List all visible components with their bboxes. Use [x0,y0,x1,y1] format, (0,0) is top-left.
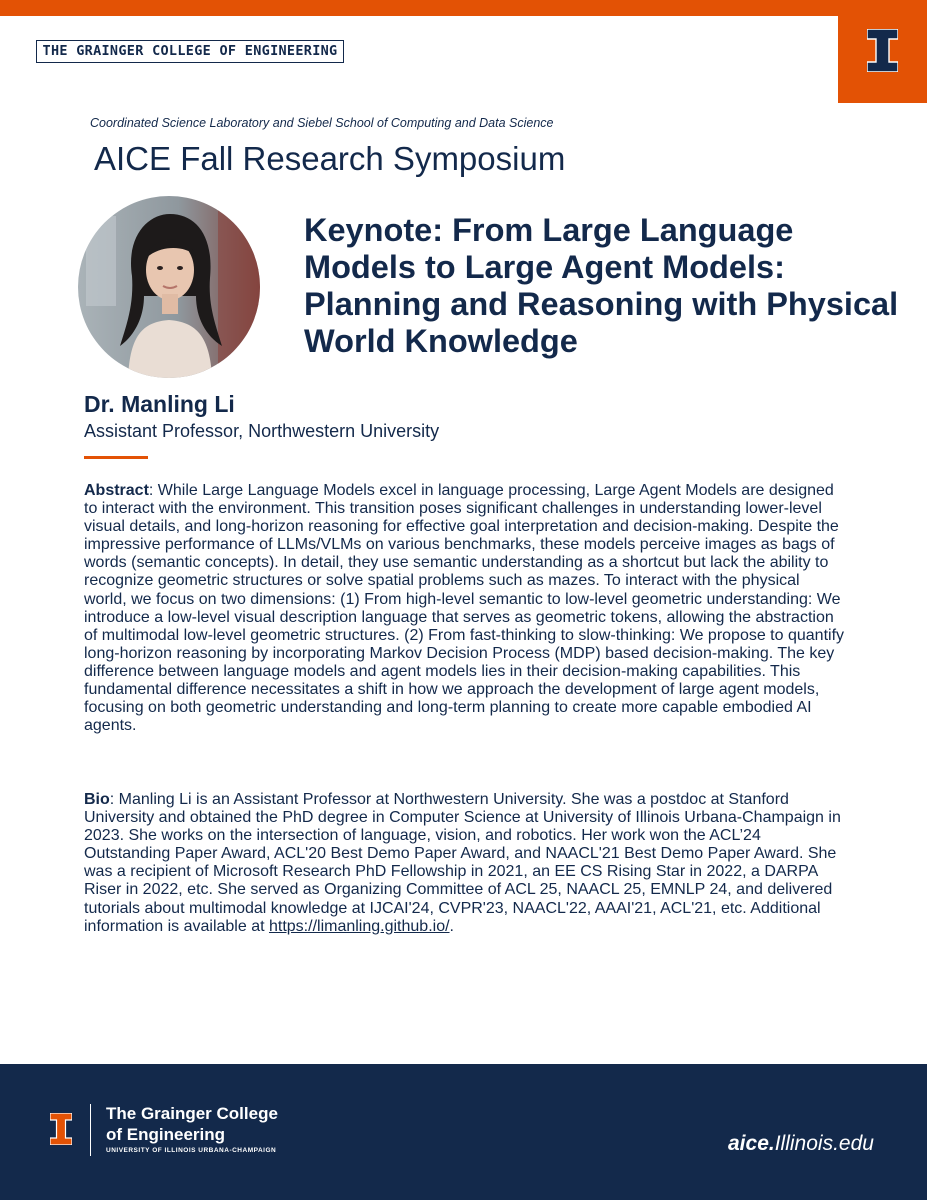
block-i-icon [867,29,898,72]
college-label: THE GRAINGER COLLEGE OF ENGINEERING [36,40,344,63]
bio-text: : Manling Li is an Assistant Professor at Northwestern University. She was a postdoc at Stanford University and obtained the PhD degree in Computer Science at University of Illinois Urbana-Champaign in 2023. She works on the intersection of language, vision, and robotics. Her work won the ACL’24 Outstanding Paper Award, ACL'20 Best Demo Paper Award, and NAACL'21 Best Demo Paper Award. She was a recipient of Microsoft Research PhD Fellowship in 2021, an EE CS Rising Star in 2022, a DARPA Riser in 2022, etc. She served as Organizing Committee of ACL 25, NAACL 25, EMNLP 24, and delivered tutorials about multimodal knowledge at IJCAI'24, CVPR'23, NAACL'22, AAAI'21, ACL'21, etc. Additional information is available at [84,791,841,935]
event-title: AICE Fall Research Symposium [94,140,566,177]
footer-college-line2: of Engineering [106,1125,225,1144]
bio-label: Bio [84,791,110,808]
footer-url-rest: Illinois.edu [774,1132,874,1155]
keynote-title: Keynote: From Large Language Models to Large Agent Models: Planning and Reasoning with Physical World Knowledge [304,212,899,359]
footer-college-line1: The Grainger College [106,1104,278,1123]
abstract-text: : While Large Language Models excel in language processing, Large Agent Models are designed to interact with the environment. This transition poses significant challenges in understanding lower-level visual details, and long-horizon reasoning for effective goal interpretation and decision-making. Despite the impressive performance of LLMs/VLMs on various benchmarks, these models perceive images as bags of words (semantic concepts). In detail, they use semantic understanding as a shortcut but lack the ability to recognize geometric structures or solve spatial problems such as mazes. To interact with the physical world, we focus on two dimensions: (1) From high-level semantic to low-level geometric understanding: We introduce a low-level visual description language that serves as geometric tokens, allowing the abstraction of multimodal low-level geometric structures. (2) From fast-thinking to slow-thinking: We propose to quantify long-horizon reasoning by incorporating Markov Decision Process (MDP) based decision-making. The key difference between language models and agent models lies in their decision-making capabilities. This fundamental difference necessitates a shift in how we approach the development of large agent models, focusing on both geometric understanding and long-term planning to create more capable embodied AI agents. [84,482,845,735]
abstract-paragraph [84,482,844,735]
unit-line: Coordinated Science Laboratory and Siebel School of Computing and Data Science [90,116,554,130]
footer-university: UNIVERSITY OF ILLINOIS URBANA-CHAMPAIGN [106,1147,277,1154]
orange-divider [84,456,148,459]
bio-website-link[interactable]: https://limanling.github.io/ [268,917,450,935]
speaker-name: Dr. Manling Li [84,391,235,417]
block-i-logo-tile [838,0,927,103]
bio-paragraph [84,791,844,936]
top-accent-bar [0,0,927,16]
footer-divider [90,1104,91,1156]
bio-end: . [449,917,454,935]
speaker-photo [78,196,260,378]
footer-website[interactable] [728,1132,874,1156]
speaker-title: Assistant Professor, Northwestern University [84,421,440,441]
footer-college-name [106,1103,278,1145]
footer-block-i-icon [50,1113,72,1145]
speaker-portrait [78,196,260,378]
abstract-label: Abstract [84,482,149,499]
footer-url-brand: aice. [728,1132,775,1155]
